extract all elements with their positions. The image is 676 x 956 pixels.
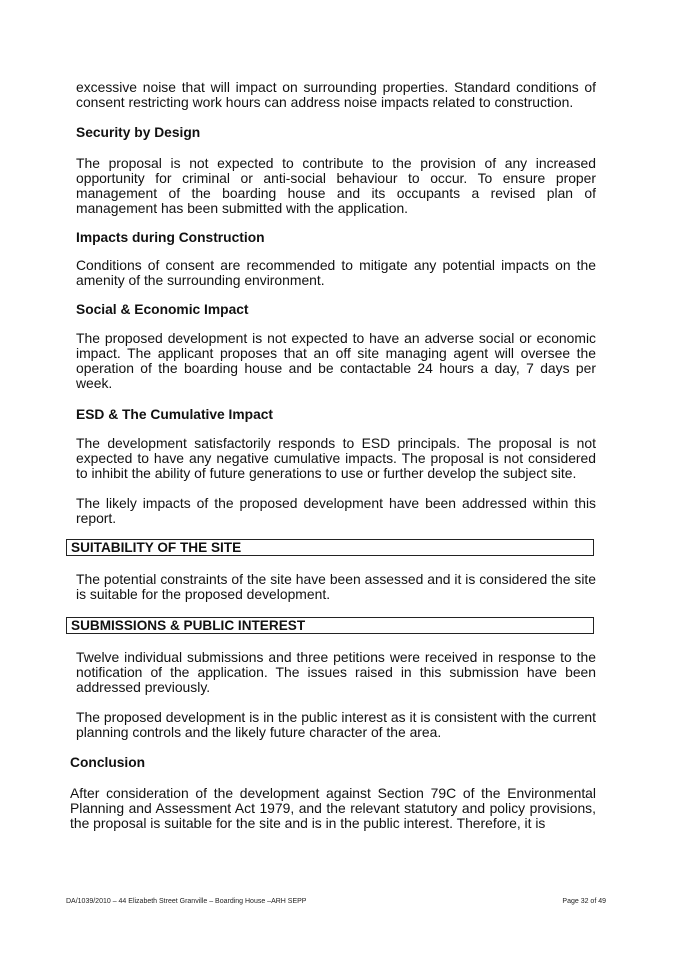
page-content (70, 79, 596, 831)
paragraph-noise: excessive noise that will impact on surrounding properties. Standard conditions of consent restricting work hours can address noise impacts related to construction. (76, 79, 596, 110)
paragraph-conclusion: After consideration of the development against Section 79C of the Environmental Planning and Assessment Act 1979, and the relevant statutory and policy provisions, the proposal is suitable for the site and is in the public interest. Therefore, it is (70, 785, 596, 831)
paragraph-esd-1: The development satisfactorily responds to ESD principals. The proposal is not expected to have any negative cumulative impacts. The proposal is not considered to inhibit the ability of future generations to use or further develop the subject site. (76, 435, 596, 481)
paragraph-suitability: The potential constraints of the site have been assessed and it is considered the site is suitable for the proposed development. (76, 571, 596, 602)
heading-social-economic: Social & Economic Impact (76, 302, 249, 317)
heading-conclusion: Conclusion (70, 755, 146, 770)
heading-impacts-during-construction: Impacts during Construction (76, 230, 265, 245)
paragraph-security: The proposal is not expected to contribute to the provision of any increased opportunity for criminal or anti-social behaviour to occur. To ensure proper management of the boarding house and its occupants a revised plan of management has been submitted with the application. (76, 155, 596, 216)
paragraph-construction: Conditions of consent are recommended to mitigate any potential impacts on the amenity of the surrounding environment. (76, 257, 596, 288)
section-title-suitability: SUITABILITY OF THE SITE (71, 540, 242, 555)
paragraph-submissions-2: The proposed development is in the public interest as it is consistent with the current planning controls and the likely future character of the area. (76, 709, 596, 740)
paragraph-esd-2: The likely impacts of the proposed development have been addressed within this report. (76, 495, 596, 526)
footer-document-reference: DA/1039/2010 – 44 Elizabeth Street Granville – Boarding House –ARH SEPP (66, 898, 307, 905)
footer-page-number: Page 32 of 49 (562, 898, 606, 905)
heading-esd-cumulative: ESD & The Cumulative Impact (76, 407, 274, 422)
section-box-suitability (66, 539, 594, 556)
heading-security-by-design: Security by Design (76, 125, 201, 140)
section-box-submissions (66, 617, 594, 634)
paragraph-submissions-1: Twelve individual submissions and three petitions were received in response to the notification of the application. The issues raised in this submission have been addressed previously. (76, 649, 596, 695)
paragraph-social: The proposed development is not expected to have an adverse social or economic impact. The applicant proposes that an off site managing agent will oversee the operation of the boarding house and be contactable 24 hours a day, 7 days per week. (76, 330, 596, 391)
section-title-submissions: SUBMISSIONS & PUBLIC INTEREST (71, 618, 306, 633)
